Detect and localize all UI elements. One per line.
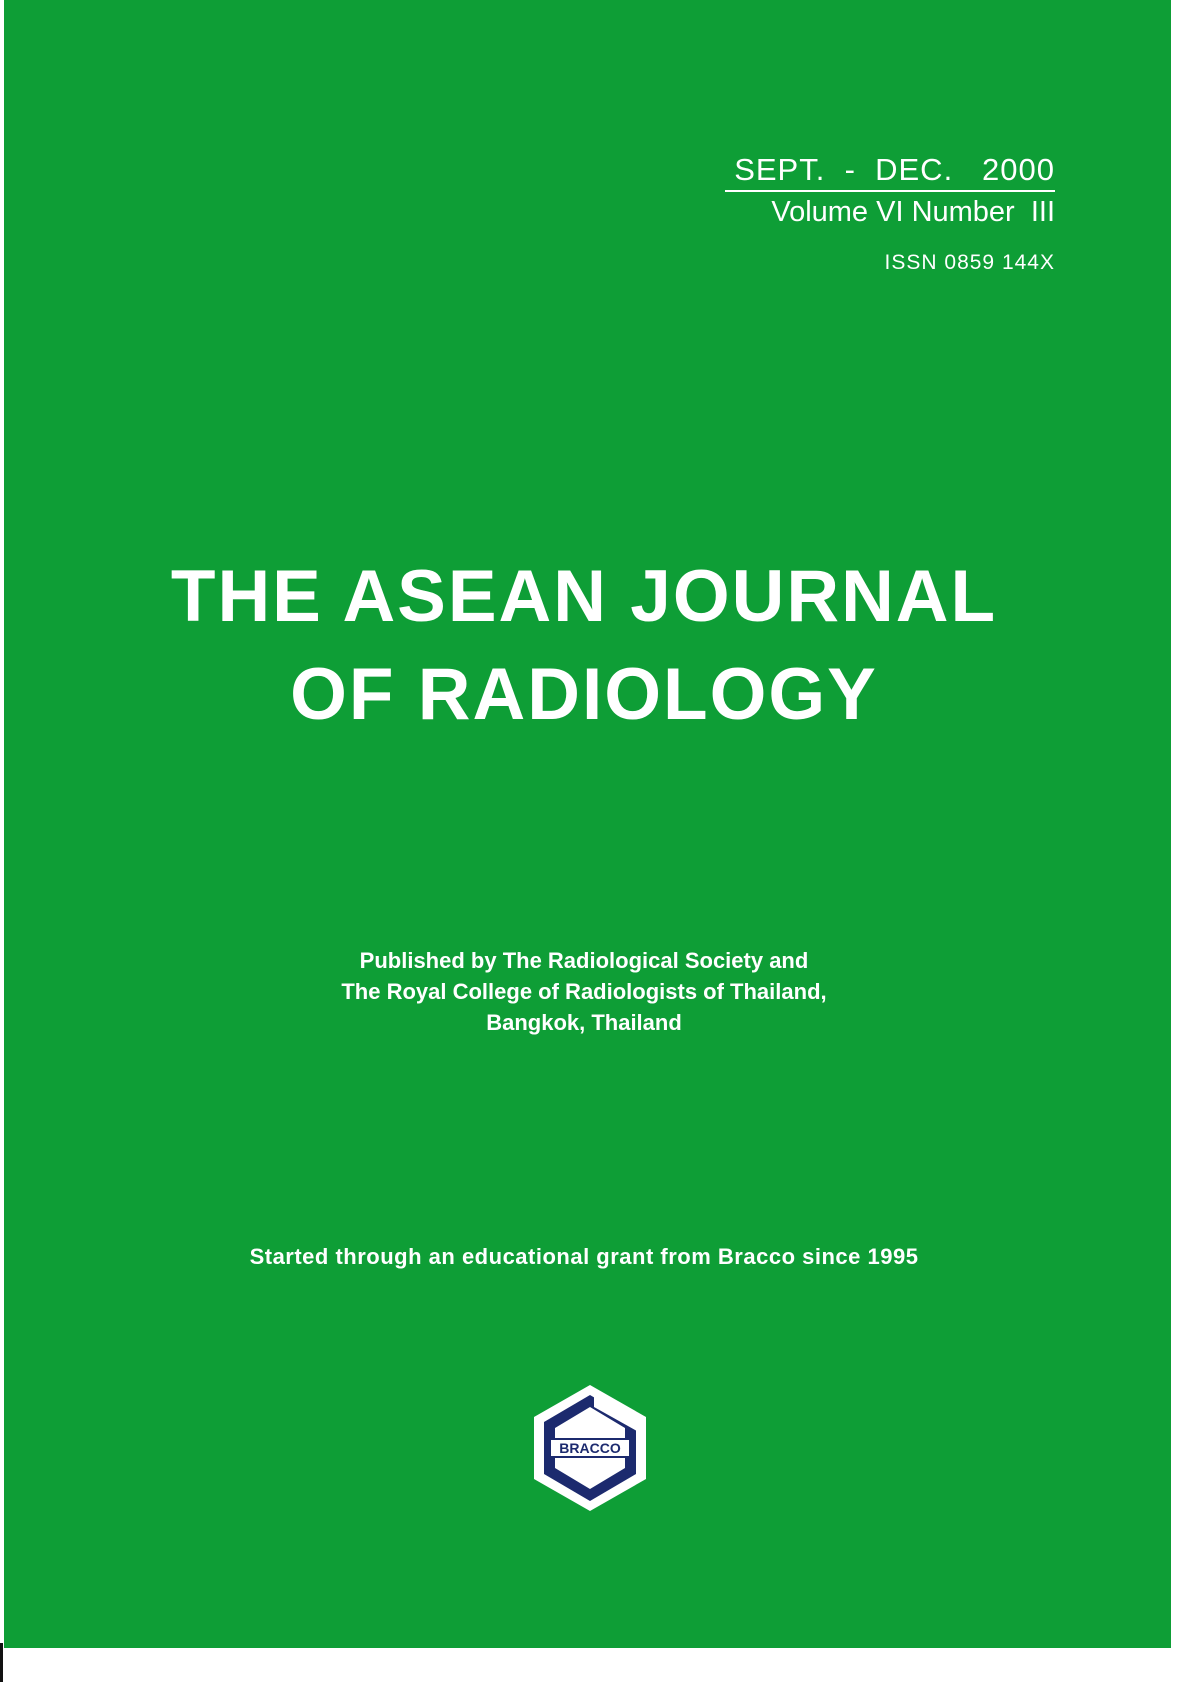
journal-cover bbox=[4, 0, 1171, 1648]
issue-date: SEPT. - DEC. 2000 bbox=[734, 152, 1055, 187]
grant-statement: Started through an educational grant from Bracco since 1995 bbox=[249, 1244, 919, 1269]
logo-text: BRACCO bbox=[559, 1440, 621, 1456]
publisher-line-3: Bangkok, Thailand bbox=[486, 1010, 682, 1035]
issue-volume: Volume VI Number III bbox=[771, 196, 1055, 228]
issue-divider bbox=[725, 190, 1055, 192]
publisher-info bbox=[4, 945, 1164, 1038]
issn-number: ISSN 0859 144X bbox=[884, 251, 1055, 274]
publisher-line-1: Published by The Radiological Society and bbox=[359, 948, 809, 973]
scan-edge-mark bbox=[0, 1643, 3, 1682]
publisher-line-2: The Royal College of Radiologists of Thailand, bbox=[341, 979, 827, 1004]
journal-title-line-1: THE ASEAN JOURNAL bbox=[170, 556, 998, 637]
bracco-logo-icon bbox=[532, 1383, 648, 1513]
journal-title bbox=[4, 548, 1164, 744]
issue-info bbox=[725, 152, 1055, 275]
journal-title-line-2: OF RADIOLOGY bbox=[290, 654, 878, 735]
